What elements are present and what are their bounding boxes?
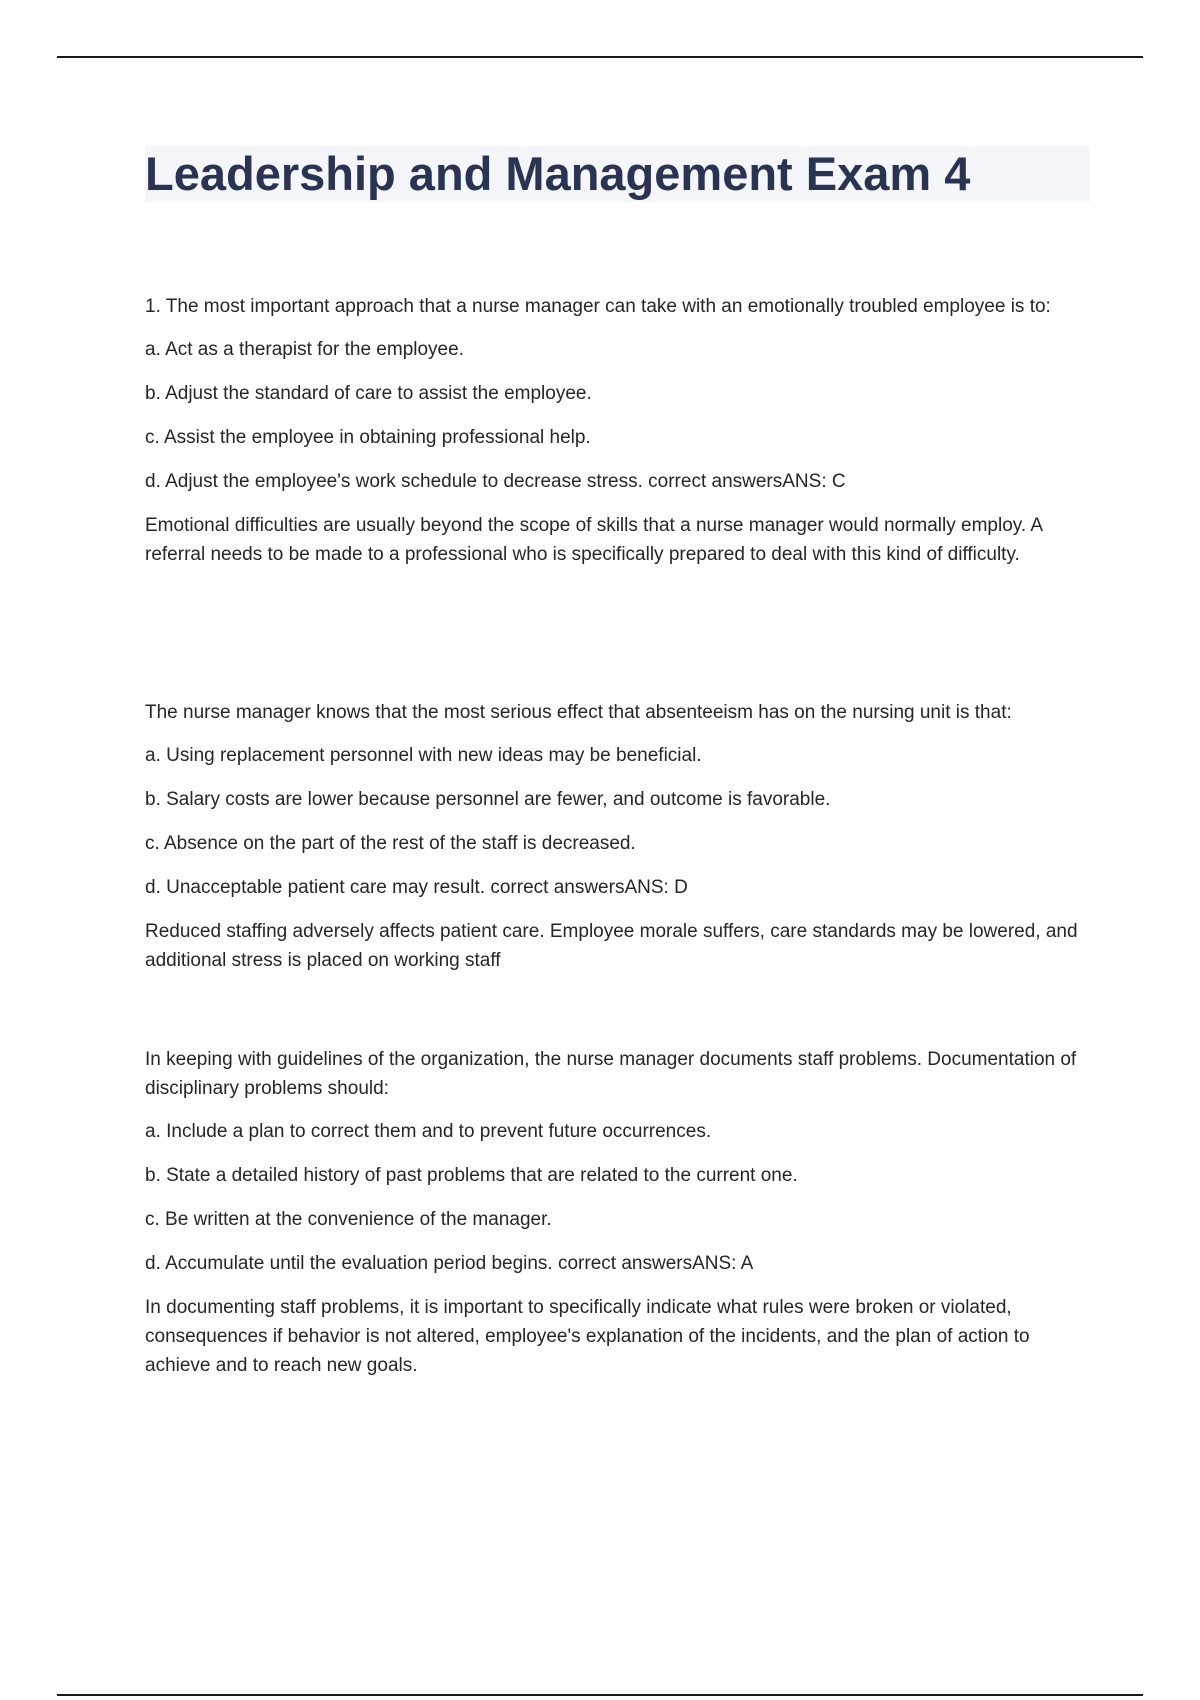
option-a: a. Using replacement personnel with new ideas may be beneficial. [145,745,702,766]
bottom-rule [57,1694,1143,1696]
option-d-with-answer: d. Accumulate until the evaluation period begins. correct answersANS: A [145,1253,754,1274]
question-text: In keeping with guidelines of the organization, the nurse manager documents staff problems. Documentation of disciplinary problems should: [145,1049,1077,1099]
option-b: b. State a detailed history of past problems that are related to the current one. [145,1165,798,1186]
option-c: c. Be written at the convenience of the manager. [145,1209,552,1230]
option-b: b. Adjust the standard of care to assist the employee. [145,383,592,404]
question-text: 1. The most important approach that a nurse manager can take with an emotionally troubled employee is to: [145,296,1051,317]
option-a: a. Include a plan to correct them and to prevent future occurrences. [145,1121,712,1142]
answer-explanation: Reduced staffing adversely affects patient care. Employee morale suffers, care standards may be lowered, and additional stress is placed on working staff [145,921,1078,971]
page-title: Leadership and Management Exam 4 [145,147,971,200]
option-b: b. Salary costs are lower because personnel are fewer, and outcome is favorable. [145,789,831,810]
top-rule [57,56,1143,58]
question-block-3 [145,1045,1090,1380]
option-c: c. Absence on the part of the rest of the staff is decreased. [145,833,636,854]
option-a: a. Act as a therapist for the employee. [145,339,464,360]
question-block-2 [145,698,1090,975]
question-text: The nurse manager knows that the most serious effect that absenteeism has on the nursing unit is that: [145,702,1012,723]
answer-explanation: Emotional difficulties are usually beyond the scope of skills that a nurse manager would normally employ. A referral needs to be made to a professional who is specifically prepared to deal with this kind of difficulty. [145,515,1042,565]
answer-explanation: In documenting staff problems, it is important to specifically indicate what rules were broken or violated, consequences if behavior is not altered, employee's explanation of the incidents, and the plan of action to achieve and to reach new goals. [145,1297,1030,1376]
option-d-with-answer: d. Unacceptable patient care may result. correct answersANS: D [145,877,688,898]
option-d-with-answer: d. Adjust the employee's work schedule to decrease stress. correct answersANS: C [145,471,846,492]
question-block-1 [145,292,1090,569]
option-c: c. Assist the employee in obtaining professional help. [145,427,591,448]
